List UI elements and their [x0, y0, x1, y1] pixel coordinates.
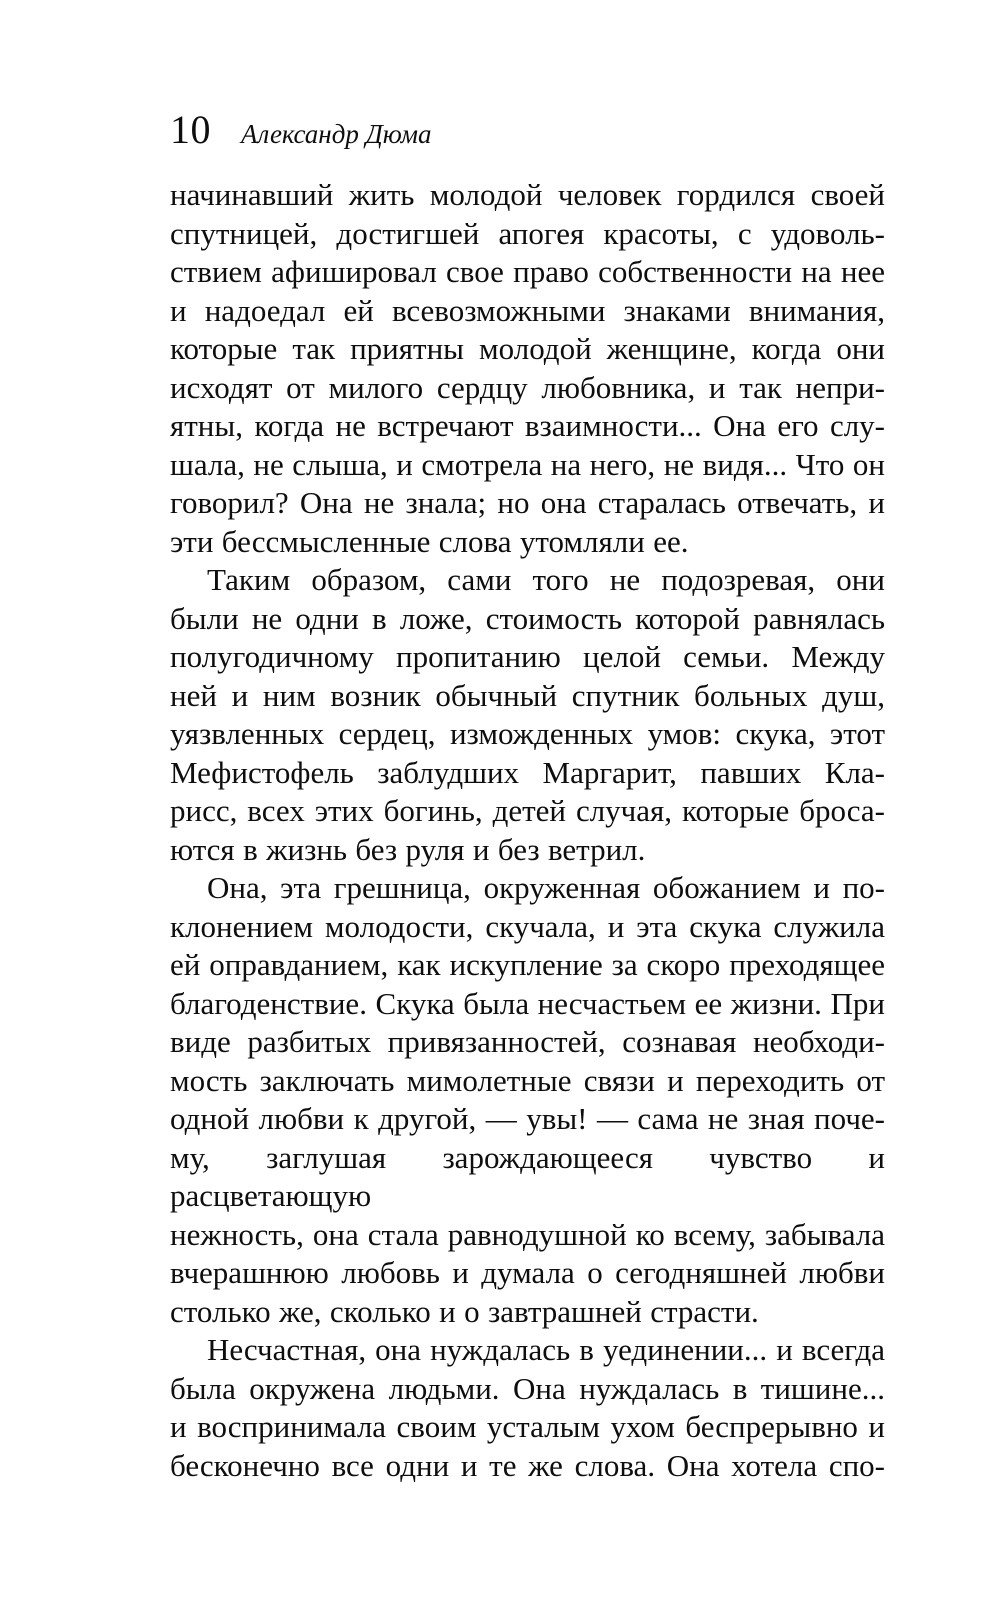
- text-line: ются в жизнь без руля и без ветрил.: [170, 831, 646, 867]
- text-line: благоденствие. Скука была несчастьем ее жизни. При: [170, 985, 885, 1021]
- text-line: бесконечно все одни и те же слова. Она хотела спо-: [170, 1447, 885, 1483]
- text-line: уязвленных сердец, изможденных умов: скука, этот: [170, 716, 885, 751]
- text-line: ятны, когда не встречают взаимности... Она его слу-: [170, 408, 885, 443]
- text-line: начинавший жить молодой человек гордился своей: [170, 177, 885, 212]
- text-line: Таким образом, сами того не подозревая, они: [207, 562, 885, 597]
- text-line: ней и ним возник обычный спутник больных душ,: [170, 677, 885, 713]
- text-line: и надоедал ей всевозможными знаками внимания,: [170, 292, 885, 328]
- page-body: [170, 176, 885, 1485]
- text-line: шала, не слыша, и смотрела на него, не видя... Что он: [170, 446, 885, 482]
- paragraph: [170, 176, 885, 561]
- text-line: говорил? Она не знала; но она старалась отвечать, и: [170, 485, 885, 520]
- text-line: были не одни в ложе, стоимость которой равнялась: [170, 600, 885, 636]
- text-line: вчерашнюю любовь и думала о сегодняшней любви: [170, 1255, 885, 1290]
- text-line: виде разбитых привязанностей, сознавая необходи-: [170, 1024, 885, 1059]
- text-line: мость заключать мимолетные связи и переходить от: [170, 1062, 885, 1098]
- paragraph: [170, 869, 885, 1331]
- text-line: ствием афишировал свое право собственности на нее: [170, 254, 885, 289]
- text-line: клонением молодости, скучала, и эта скука служила: [170, 908, 885, 944]
- text-line: полугодичному пропитанию целой семьи. Между: [170, 639, 885, 674]
- page-number: 10: [170, 107, 211, 152]
- text-line: Мефистофель заблудших Маргарит, павших Кла-: [170, 754, 885, 790]
- text-line: рисс, всех этих богинь, детей случая, которые броса-: [170, 793, 885, 828]
- text-line: столько же, сколько и о завтрашней страсти.: [170, 1293, 759, 1329]
- paragraph: [170, 561, 885, 869]
- text-line: Несчастная, она нуждалась в уединении... и всегда: [207, 1332, 885, 1367]
- text-line: му, заглушая зарождающееся чувство и расцветающую: [170, 1139, 885, 1213]
- text-line: нежность, она стала равнодушной ко всему, забывала: [170, 1216, 885, 1252]
- text-line: которые так приятны молодой женщине, когда они: [170, 331, 885, 366]
- paragraph: [170, 1331, 885, 1485]
- text-line: и воспринимала своим усталым ухом беспрерывно и: [170, 1409, 885, 1444]
- text-line: ей оправданием, как искупление за скоро преходящее: [170, 947, 885, 982]
- text-line: эти бессмысленные слова утомляли ее.: [170, 523, 689, 559]
- text-line: спутницей, достигшей апогея красоты, с удоволь-: [170, 215, 885, 251]
- page-header: [170, 107, 885, 152]
- text-line: Она, эта грешница, окруженная обожанием и по-: [207, 870, 885, 905]
- running-head: Александр Дюма: [241, 119, 432, 149]
- text-line: была окружена людьми. Она нуждалась в тишине...: [170, 1370, 885, 1406]
- text-line: исходят от милого сердцу любовника, и так непри-: [170, 369, 885, 405]
- text-line: одной любви к другой, — увы! — сама не зная поче-: [170, 1101, 885, 1136]
